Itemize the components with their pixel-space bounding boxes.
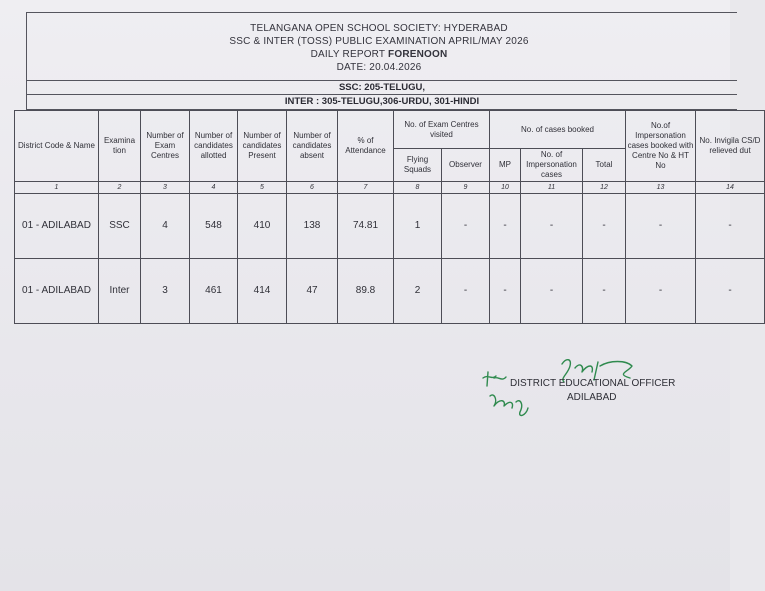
inter-subject-band	[26, 94, 737, 110]
col-mp: MP	[490, 149, 521, 182]
cell-flying: 1	[394, 194, 442, 259]
ssc-subjects: SSC: 205-TELUGU,	[338, 82, 426, 93]
exam-title: SSC & INTER (TOSS) PUBLIC EXAMINATION APRIL/MAY 2026	[229, 36, 529, 47]
col-total: Total	[583, 149, 626, 182]
ssc-subject-band	[26, 80, 737, 95]
col-number: 14	[696, 182, 765, 194]
cell-exam: Inter	[99, 259, 141, 324]
col-cases-group: No. of cases booked	[490, 111, 626, 149]
cell-attendance: 74.81	[338, 194, 394, 259]
cell-booked: -	[626, 259, 696, 324]
cell-centres: 3	[141, 259, 190, 324]
cell-total: -	[583, 259, 626, 324]
col-number: 2	[99, 182, 141, 194]
column-number-row	[15, 182, 765, 194]
cell-flying: 2	[394, 259, 442, 324]
cell-booked: -	[626, 194, 696, 259]
cell-exam: SSC	[99, 194, 141, 259]
officer-title: DISTRICT EDUCATIONAL OFFICER	[510, 378, 676, 389]
col-number: 7	[338, 182, 394, 194]
report-title	[27, 49, 731, 60]
cell-total: -	[583, 194, 626, 259]
cell-mp: -	[490, 259, 521, 324]
col-flying-squads: Flying Squads	[394, 149, 442, 182]
col-number: 10	[490, 182, 521, 194]
col-invigilators: No. Invigila CS/D relieved dut	[696, 111, 765, 182]
handwritten-signature	[480, 356, 720, 426]
col-visited-group: No. of Exam Centres visited	[394, 111, 490, 149]
cell-absent: 47	[287, 259, 338, 324]
col-absent: Number of candidates absent	[287, 111, 338, 182]
society-name: TELANGANA OPEN SCHOOL SOCIETY: HYDERABAD	[250, 23, 508, 34]
cell-invigilators: -	[696, 194, 765, 259]
table-row	[15, 259, 765, 324]
cell-present: 410	[238, 194, 287, 259]
cell-invigilators: -	[696, 259, 765, 324]
col-impersonation-booked: No.of Impersonation cases booked with Centre No & HT No	[626, 111, 696, 182]
col-number: 4	[190, 182, 238, 194]
table-row	[15, 194, 765, 259]
col-number: 3	[141, 182, 190, 194]
col-centres: Number of Exam Centres	[141, 111, 190, 182]
col-number: 13	[626, 182, 696, 194]
col-number: 1	[15, 182, 99, 194]
cell-impersonation: -	[521, 259, 583, 324]
cell-centres: 4	[141, 194, 190, 259]
cell-district: 01 - ADILABAD	[15, 194, 99, 259]
col-number: 12	[583, 182, 626, 194]
col-number: 8	[394, 182, 442, 194]
daily-report-table	[14, 110, 765, 324]
report-session: FORENOON	[388, 49, 448, 60]
report-title-prefix: DAILY REPORT	[310, 49, 389, 60]
col-examination: Examina tion	[99, 111, 141, 182]
report-date: DATE: 20.04.2026	[336, 62, 422, 73]
cell-present: 414	[238, 259, 287, 324]
col-present: Number of candidates Present	[238, 111, 287, 182]
signature-block	[480, 356, 720, 426]
col-number: 9	[442, 182, 490, 194]
col-number: 6	[287, 182, 338, 194]
col-district: District Code & Name	[15, 111, 99, 182]
col-number: 5	[238, 182, 287, 194]
officer-place: ADILABAD	[567, 392, 617, 403]
cell-attendance: 89.8	[338, 259, 394, 324]
cell-observer: -	[442, 259, 490, 324]
col-impersonation: No. of Impersonation cases	[521, 149, 583, 182]
cell-district: 01 - ADILABAD	[15, 259, 99, 324]
col-observer: Observer	[442, 149, 490, 182]
col-number: 11	[521, 182, 583, 194]
cell-mp: -	[490, 194, 521, 259]
col-allotted: Number of candidates allotted	[190, 111, 238, 182]
cell-observer: -	[442, 194, 490, 259]
cell-allotted: 461	[190, 259, 238, 324]
cell-allotted: 548	[190, 194, 238, 259]
cell-absent: 138	[287, 194, 338, 259]
col-attendance: % of Attendance	[338, 111, 394, 182]
inter-subjects: INTER : 305-TELUGU,306-URDU, 301-HINDI	[284, 96, 480, 107]
cell-impersonation: -	[521, 194, 583, 259]
